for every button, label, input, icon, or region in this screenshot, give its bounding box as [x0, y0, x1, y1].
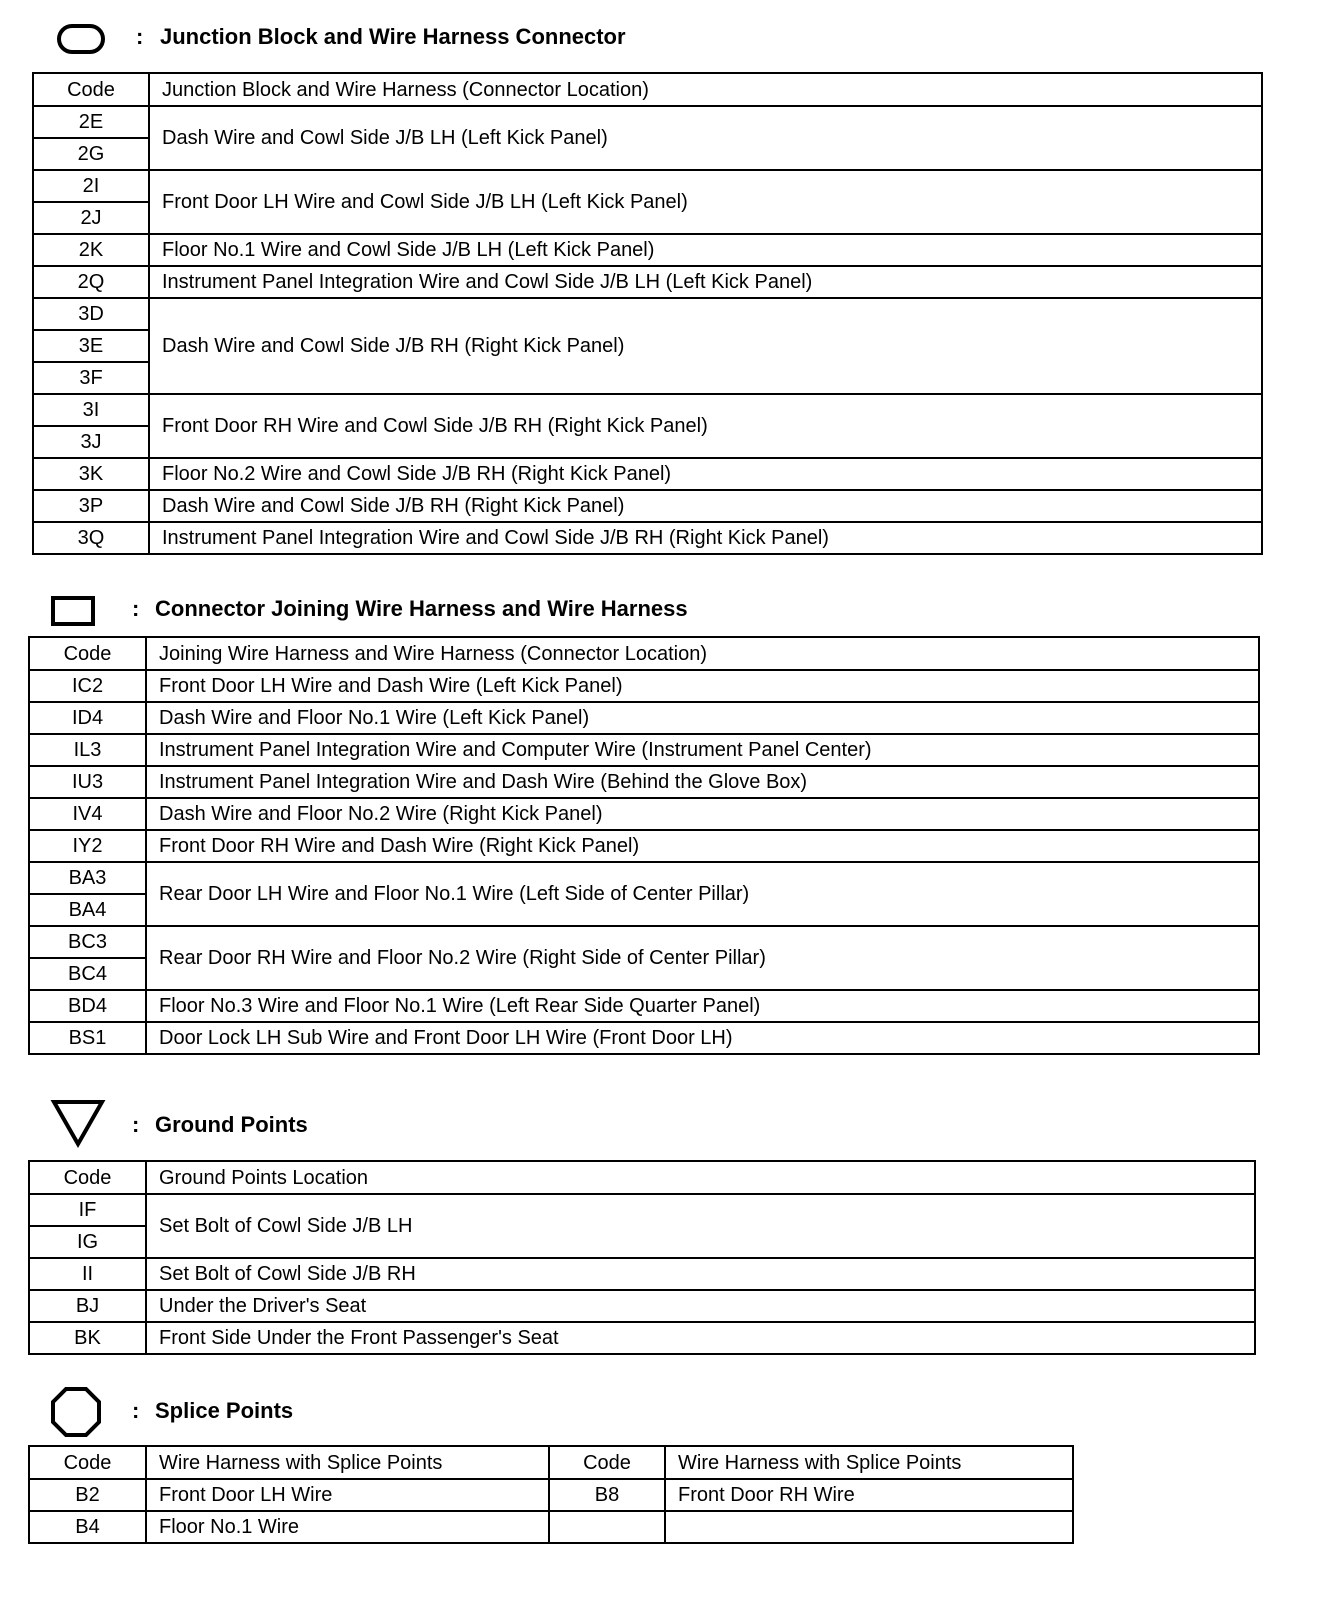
code-cell: 3E [33, 330, 149, 362]
description-cell: Floor No.1 Wire [146, 1511, 549, 1543]
code-cell: IY2 [29, 830, 146, 862]
colon: : [132, 1398, 140, 1423]
description-cell: Front Side Under the Front Passenger's Seat [146, 1322, 1255, 1354]
section-title: Junction Block and Wire Harness Connector [160, 24, 626, 49]
code-cell: 2Q [33, 266, 149, 298]
description-cell: Floor No.3 Wire and Floor No.1 Wire (Left Rear Side Quarter Panel) [146, 990, 1259, 1022]
table-row [33, 106, 1262, 138]
table-header-row [29, 637, 1259, 670]
code-cell: II [29, 1258, 146, 1290]
description-cell: Floor No.1 Wire and Cowl Side J/B LH (Left Kick Panel) [149, 234, 1262, 266]
description-cell: Front Door RH Wire and Cowl Side J/B RH (Right Kick Panel) [149, 394, 1262, 458]
code-cell: 3D [33, 298, 149, 330]
description-cell: Front Door LH Wire and Dash Wire (Left Kick Panel) [146, 670, 1259, 702]
code-cell: 2K [33, 234, 149, 266]
code-cell: 3J [33, 426, 149, 458]
ground-points-table [28, 1160, 1256, 1355]
colon: : [132, 1112, 140, 1137]
table-row [33, 266, 1262, 298]
code-cell: BK [29, 1322, 146, 1354]
table-row [29, 1479, 1073, 1511]
description-cell: Door Lock LH Sub Wire and Front Door LH Wire (Front Door LH) [146, 1022, 1259, 1054]
section-heading-ground-points [0, 1108, 1328, 1148]
code-cell [549, 1511, 665, 1543]
description-cell: Dash Wire and Cowl Side J/B RH (Right Kick Panel) [149, 490, 1262, 522]
code-cell: 2G [33, 138, 149, 170]
junction-block-table [32, 72, 1263, 555]
description-cell: Set Bolt of Cowl Side J/B RH [146, 1258, 1255, 1290]
connector-joining-table [28, 636, 1260, 1055]
code-header: Code [29, 1446, 146, 1479]
description-header: Wire Harness with Splice Points [665, 1446, 1073, 1479]
description-cell: Dash Wire and Cowl Side J/B LH (Left Kick Panel) [149, 106, 1262, 170]
description-cell: Instrument Panel Integration Wire and Cowl Side J/B RH (Right Kick Panel) [149, 522, 1262, 554]
code-cell: 2E [33, 106, 149, 138]
code-cell: IU3 [29, 766, 146, 798]
table-row [33, 522, 1262, 554]
code-cell: 3Q [33, 522, 149, 554]
code-cell: 3I [33, 394, 149, 426]
code-cell: 3F [33, 362, 149, 394]
section-heading-junction-block [0, 20, 1328, 60]
description-cell: Instrument Panel Integration Wire and Cowl Side J/B LH (Left Kick Panel) [149, 266, 1262, 298]
section-heading-splice-points [0, 1394, 1328, 1434]
description-cell: Rear Door LH Wire and Floor No.1 Wire (Left Side of Center Pillar) [146, 862, 1259, 926]
description-header: Wire Harness with Splice Points [146, 1446, 549, 1479]
colon: : [136, 24, 144, 49]
table-row [29, 926, 1259, 958]
square-icon [50, 595, 96, 627]
code-cell: BJ [29, 1290, 146, 1322]
triangle-down-icon [50, 1098, 106, 1150]
description-cell: Dash Wire and Floor No.1 Wire (Left Kick Panel) [146, 702, 1259, 734]
table-row [33, 298, 1262, 330]
table-row [29, 990, 1259, 1022]
section-title: Splice Points [155, 1398, 294, 1423]
table-row [29, 670, 1259, 702]
table-row [29, 1258, 1255, 1290]
code-cell: 3P [33, 490, 149, 522]
table-header-row [29, 1446, 1073, 1479]
description-cell: Front Door RH Wire [665, 1479, 1073, 1511]
code-cell: B8 [549, 1479, 665, 1511]
table-row [33, 458, 1262, 490]
code-header: Code [29, 637, 146, 670]
code-cell: 3K [33, 458, 149, 490]
description-cell: Floor No.2 Wire and Cowl Side J/B RH (Right Kick Panel) [149, 458, 1262, 490]
section-heading-connector-joining [0, 592, 1328, 632]
table-row [33, 170, 1262, 202]
table-header-row [29, 1161, 1255, 1194]
code-cell: IV4 [29, 798, 146, 830]
splice-points-table [28, 1445, 1074, 1544]
table-row [29, 734, 1259, 766]
colon: : [132, 596, 140, 621]
description-cell: Under the Driver's Seat [146, 1290, 1255, 1322]
table-row [29, 1511, 1073, 1543]
description-header: Joining Wire Harness and Wire Harness (Connector Location) [146, 637, 1259, 670]
table-header-row [33, 73, 1262, 106]
code-header: Code [29, 1161, 146, 1194]
description-cell: Instrument Panel Integration Wire and Computer Wire (Instrument Panel Center) [146, 734, 1259, 766]
table-row [29, 702, 1259, 734]
table-row [29, 1290, 1255, 1322]
table-row [33, 234, 1262, 266]
code-cell: BS1 [29, 1022, 146, 1054]
table-row [29, 1322, 1255, 1354]
description-cell [665, 1511, 1073, 1543]
table-row [29, 1194, 1255, 1226]
table-row [29, 798, 1259, 830]
table-row [29, 862, 1259, 894]
code-header: Code [549, 1446, 665, 1479]
code-cell: BC3 [29, 926, 146, 958]
code-cell: BA4 [29, 894, 146, 926]
section-title: Connector Joining Wire Harness and Wire Harness [155, 596, 688, 621]
code-cell: B2 [29, 1479, 146, 1511]
code-cell: IG [29, 1226, 146, 1258]
description-cell: Set Bolt of Cowl Side J/B LH [146, 1194, 1255, 1258]
code-cell: BA3 [29, 862, 146, 894]
octagon-icon [50, 1386, 102, 1438]
code-cell: IF [29, 1194, 146, 1226]
description-cell: Front Door RH Wire and Dash Wire (Right Kick Panel) [146, 830, 1259, 862]
section-title: Ground Points [155, 1112, 308, 1137]
description-header: Junction Block and Wire Harness (Connector Location) [149, 73, 1262, 106]
code-header: Code [33, 73, 149, 106]
code-cell: 2J [33, 202, 149, 234]
code-cell: IL3 [29, 734, 146, 766]
description-cell: Dash Wire and Floor No.2 Wire (Right Kick Panel) [146, 798, 1259, 830]
table-row [29, 830, 1259, 862]
description-cell: Front Door LH Wire [146, 1479, 549, 1511]
description-cell: Dash Wire and Cowl Side J/B RH (Right Kick Panel) [149, 298, 1262, 394]
code-cell: BD4 [29, 990, 146, 1022]
table-row [29, 766, 1259, 798]
table-row [33, 490, 1262, 522]
code-cell: BC4 [29, 958, 146, 990]
table-row [33, 394, 1262, 426]
code-cell: ID4 [29, 702, 146, 734]
description-cell: Rear Door RH Wire and Floor No.2 Wire (Right Side of Center Pillar) [146, 926, 1259, 990]
code-cell: 2I [33, 170, 149, 202]
code-cell: IC2 [29, 670, 146, 702]
description-cell: Instrument Panel Integration Wire and Dash Wire (Behind the Glove Box) [146, 766, 1259, 798]
table-row [29, 1022, 1259, 1054]
description-cell: Front Door LH Wire and Cowl Side J/B LH (Left Kick Panel) [149, 170, 1262, 234]
rounded-rect-icon [56, 23, 106, 55]
description-header: Ground Points Location [146, 1161, 1255, 1194]
code-cell: B4 [29, 1511, 146, 1543]
